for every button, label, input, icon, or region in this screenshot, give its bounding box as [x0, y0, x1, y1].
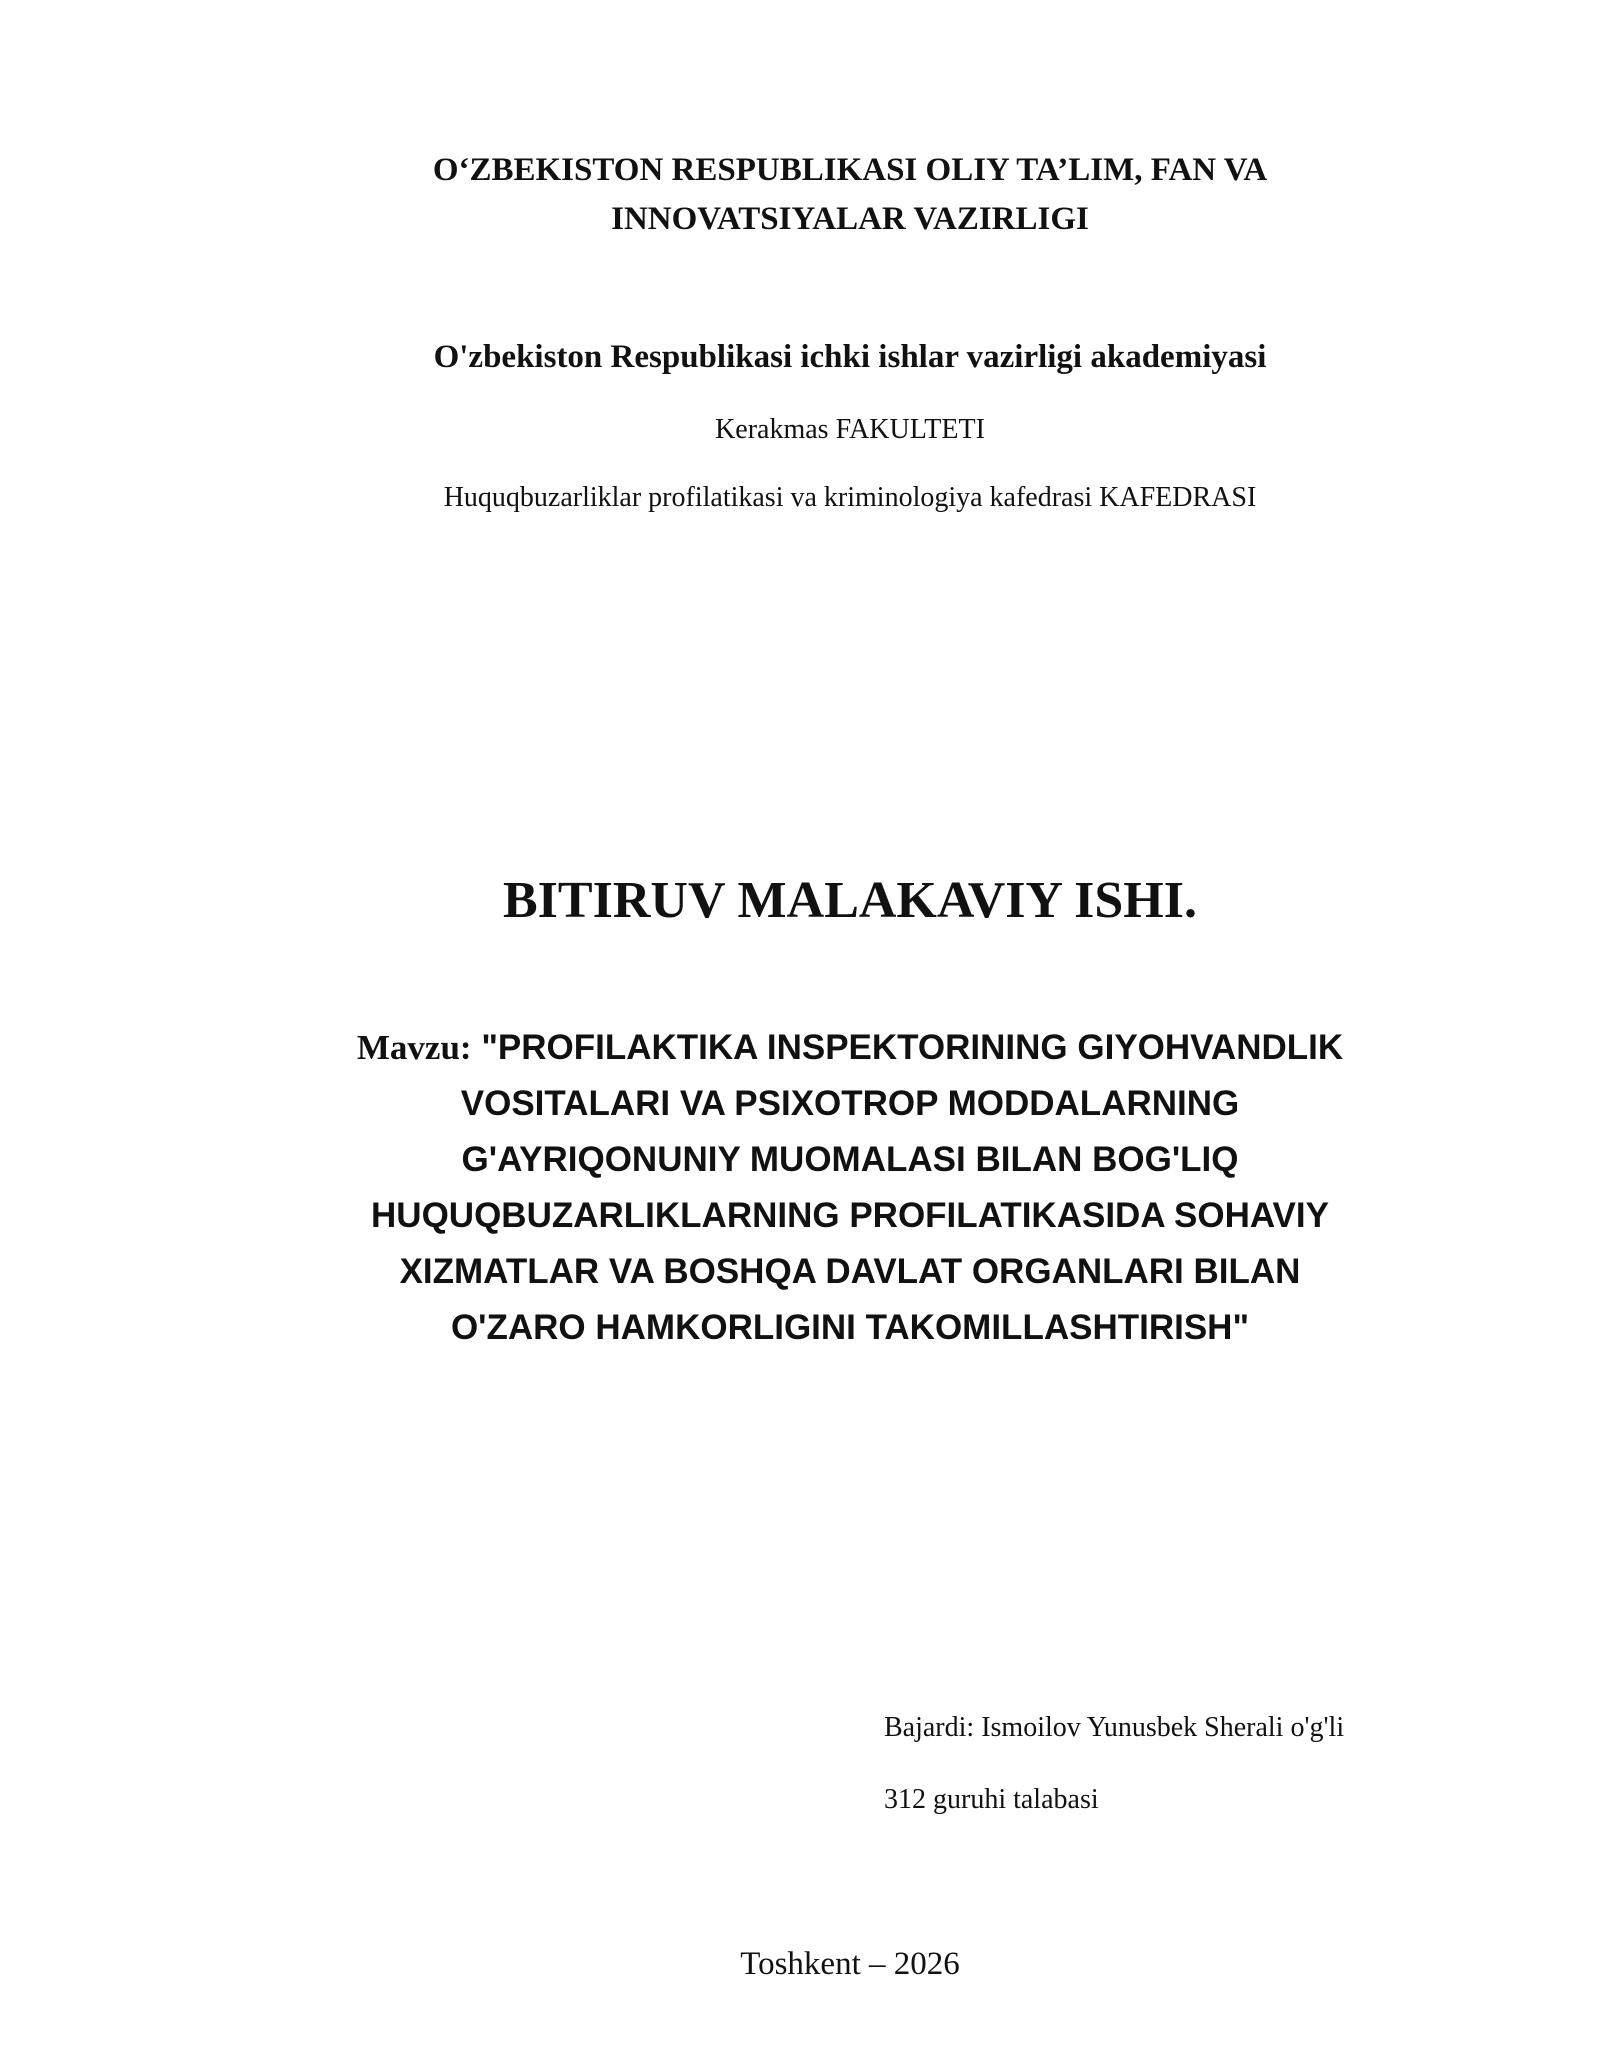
place-year: Toshkent – 2026	[740, 1946, 960, 1982]
topic-line-1-text: "PROFILAKTIKA INSPEKTORINING GIYOHVANDLIK	[481, 1028, 1344, 1067]
topic-line-4: HUQUQBUZARLIKLARNING PROFILATIKASIDA SOHAVIY	[371, 1196, 1329, 1235]
ministry-heading	[260, 146, 1440, 244]
topic-block	[215, 1020, 1485, 1356]
academy-name: O'zbekiston Respublikasi ichki ishlar vazirligi akademiyasi	[433, 339, 1267, 375]
topic-line-2: VOSITALARI VA PSIXOTROP MODDALARNING	[460, 1084, 1240, 1123]
ministry-line-2: INNOVATSIYALAR VAZIRLIGI	[611, 201, 1089, 237]
author-line: Bajardi: Ismoilov Yunusbek Sherali o'g'li	[884, 1712, 1345, 1743]
department-name: Huquqbuzarliklar profilatikasi va kriminologiya kafedrasi KAFEDRASI	[443, 482, 1257, 513]
topic-line-3: G'AYRIQONUNIY MUOMALASI BILAN BOG'LIQ	[461, 1140, 1239, 1179]
topic-label: Mavzu:	[356, 1028, 472, 1067]
ministry-line-1: O‘ZBEKISTON RESPUBLIKASI OLIY TA’LIM, FAN VA	[432, 152, 1268, 188]
group-line: 312 guruhi talabasi	[884, 1784, 1099, 1815]
faculty-name: Kerakmas FAKULTETI	[715, 414, 985, 445]
work-type-title: BITIRUV MALAKAVIY ISHI.	[503, 872, 1197, 929]
topic-line-5: XIZMATLAR VA BOSHQA DAVLAT ORGANLARI BILAN	[399, 1252, 1301, 1291]
topic-line-1	[215, 1020, 1485, 1076]
topic-line-6: O'ZARO HAMKORLIGINI TAKOMILLASHTIRISH"	[450, 1308, 1250, 1347]
